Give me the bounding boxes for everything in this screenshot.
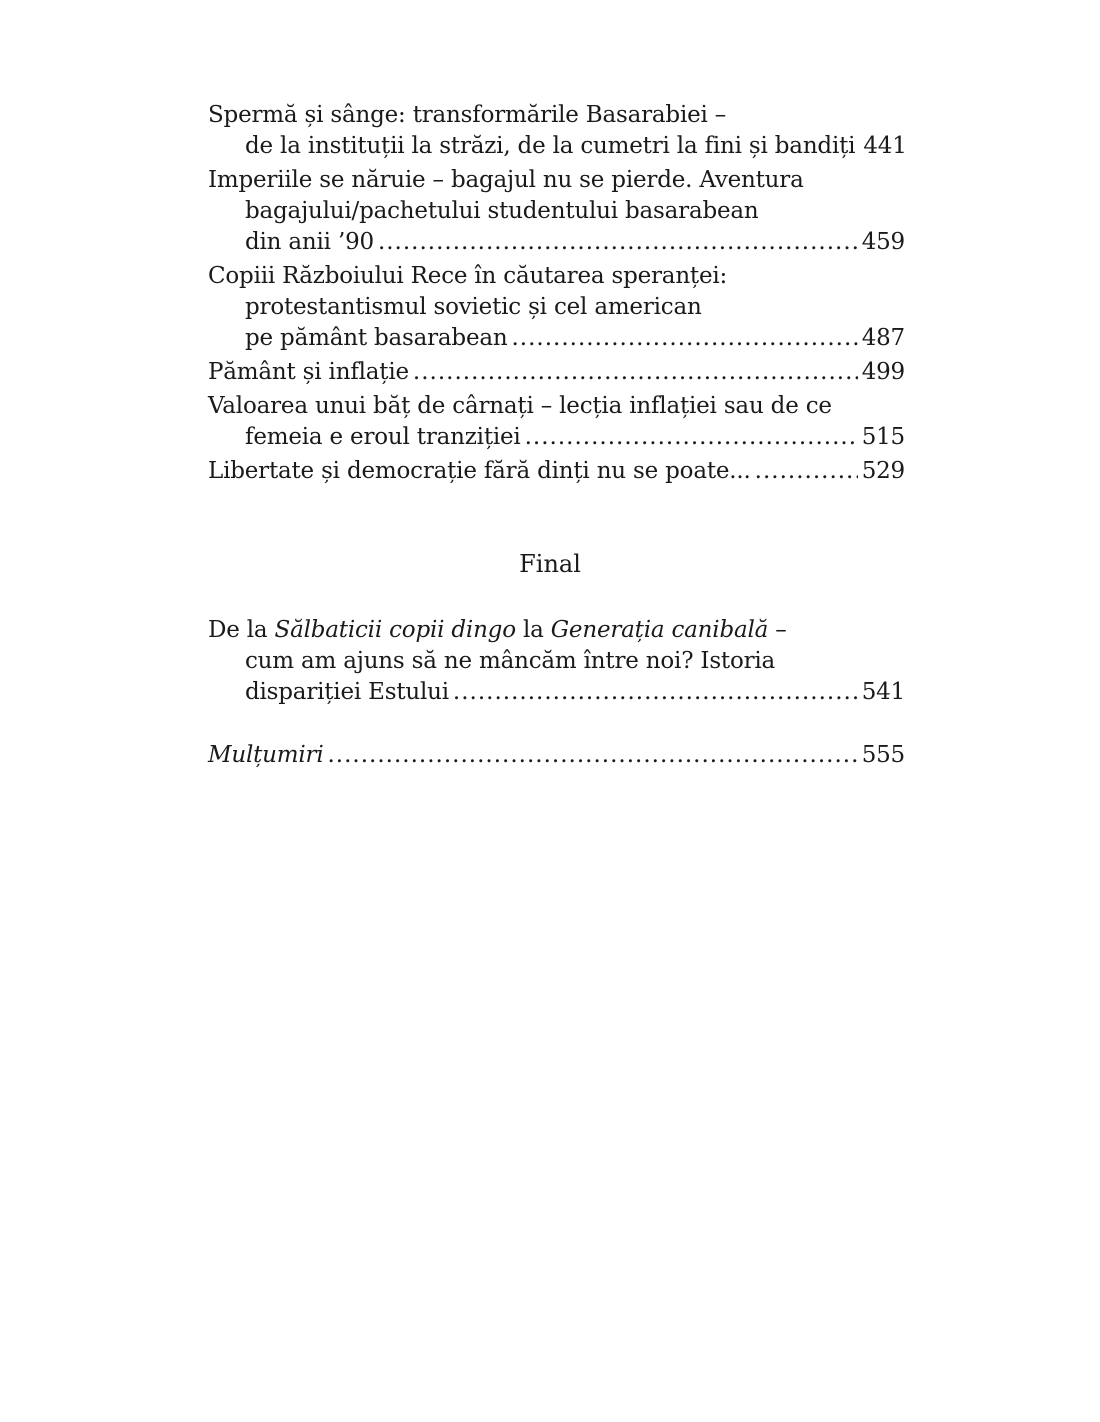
toc-text: la [515,617,551,643]
toc-entry-line: bagajului/pachetului studentului basarabean [245,198,759,224]
toc-entry-leader-line [208,740,905,771]
toc-entry-line: Valoarea unui băț de cârnați – lecția inflației sau de ce [208,393,832,419]
toc-entry-text: Pământ și inflație [208,359,409,385]
toc-entry-text: de la instituții la străzi, de la cumetri la fini și bandiți [245,133,856,159]
toc-entry-text-italic: Mulțumiri [208,742,324,768]
dot-leader [512,323,858,354]
toc-page-number: 555 [861,742,905,768]
toc-entry [208,165,905,258]
toc-page-number: 487 [861,325,905,351]
toc-entry-text: dispariției Estului [245,679,449,705]
toc-entry-line: Copiii Războiului Rece în căutarea speranței: [208,263,728,289]
toc-entry-line: Spermă și sânge: transformările Basarabiei – [208,102,727,128]
toc-entry-leader-line [208,422,905,453]
toc-page-number: 459 [861,229,905,255]
dot-leader [413,357,858,388]
toc-list-final [208,615,905,711]
toc-page-number: 441 [863,133,907,159]
dot-leader [525,422,858,453]
toc-entry-line: protestantismul sovietic și cel american [245,294,702,320]
toc-entry [208,391,905,453]
toc-text: – [768,617,787,643]
toc-page-number: 499 [861,359,905,385]
toc-text: De la [208,617,275,643]
toc-page-number: 515 [861,424,905,450]
toc-entry [208,456,905,487]
dot-leader [378,227,858,258]
toc-entry [208,740,905,771]
dot-leader [755,456,858,487]
section-heading-final: Final [519,550,581,578]
toc-entry-text: Libertate și democrație fără dinți nu se poate... [208,458,751,484]
toc-entry-line [208,615,905,646]
toc-entry [208,615,905,708]
toc-entry-leader-line [208,456,905,487]
toc-entry-leader-line [208,131,905,162]
toc-list [208,100,905,490]
toc-entry-line: Imperiile se năruie – bagajul nu se pierde. Aventura [208,167,804,193]
dot-leader [453,677,858,708]
toc-page-number: 541 [861,679,905,705]
dot-leader [328,740,858,771]
toc-entry [208,100,905,162]
toc-page-number: 529 [861,458,905,484]
toc-entry-leader-line [208,357,905,388]
toc-entry-leader-line [208,323,905,354]
toc-entry-leader-line [208,227,905,258]
toc-entry-text: din anii ’90 [245,229,374,255]
toc-entry-text: femeia e eroul tranziției [245,424,521,450]
toc-entry [208,357,905,388]
toc-entry [208,261,905,354]
toc-entry-line: cum am ajuns să ne mâncăm între noi? Istoria [245,648,776,674]
toc-entry-leader-line [208,677,905,708]
toc-list-acknowledgements [208,740,905,774]
toc-title-italic: Sălbaticii copii dingo [274,617,516,643]
toc-title-italic: Generația canibală [550,617,769,643]
toc-entry-text: pe pământ basarabean [245,325,508,351]
